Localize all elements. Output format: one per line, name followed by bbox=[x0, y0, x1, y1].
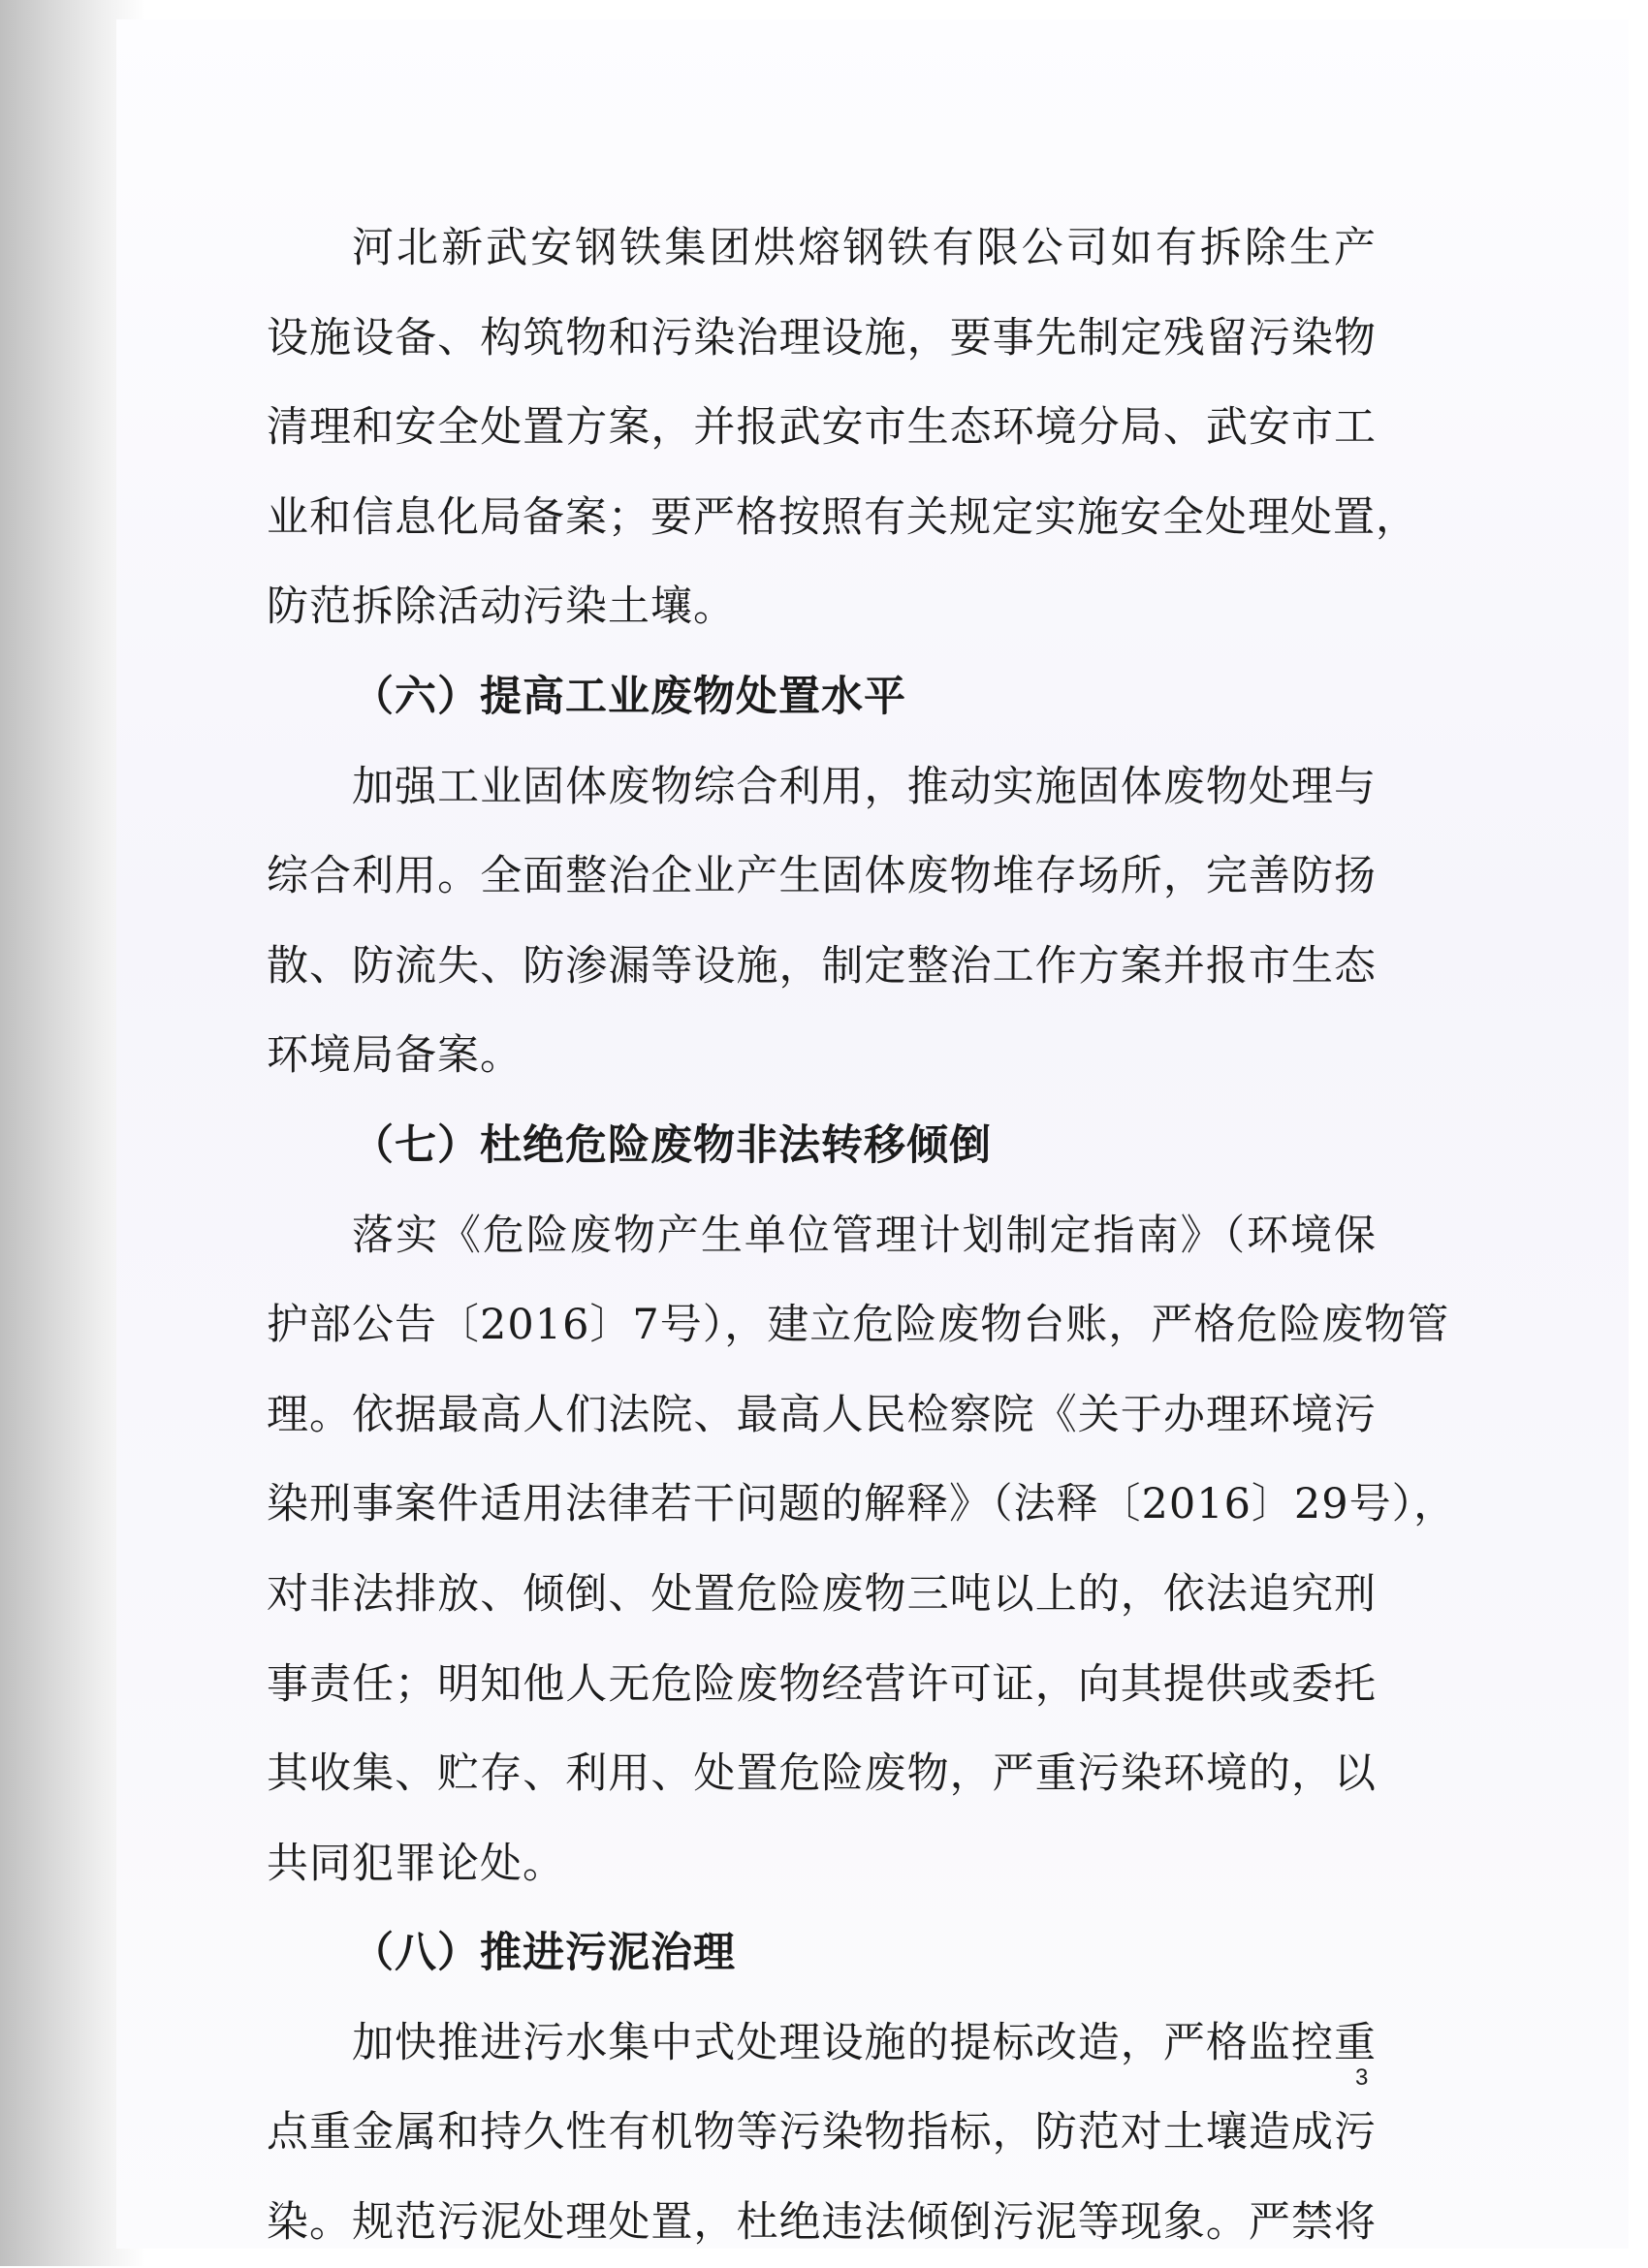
document-body bbox=[267, 204, 1457, 2268]
paragraph-line: 护部公告〔2016〕7号），建立危险废物台账，严格危险废物管 bbox=[267, 1301, 1450, 1350]
paragraph-line: 染刑事案件适用法律若干问题的解释》（法释〔2016〕29号）， bbox=[267, 1480, 1457, 1529]
paragraph-line: 事责任；明知他人无危险废物经营许可证，向其提供或委托 bbox=[267, 1659, 1377, 1709]
paragraph-line: 设施设备、构筑物和污染治理设施，要事先制定残留污染物 bbox=[267, 313, 1377, 362]
paragraph-line: 落实《危险废物产生单位管理计划制定指南》（环境保 bbox=[352, 1211, 1377, 1260]
paragraph-line: 综合利用。全面整治企业产生固体废物堆存场所，完善防扬 bbox=[267, 852, 1377, 901]
paragraph-line: 对非法排放、倾倒、处置危险废物三吨以上的，依法追究刑 bbox=[267, 1569, 1377, 1619]
paragraph-line: 共同犯罪论处。 bbox=[267, 1839, 565, 1888]
paragraph-line: 加强工业固体废物综合利用，推动实施固体废物处理与 bbox=[352, 762, 1377, 811]
paragraph-line: 业和信息化局备案；要严格按照有关规定实施安全处理处置， bbox=[267, 492, 1418, 542]
paragraph-line: 染。规范污泥处理处置，杜绝违法倾倒污泥等现象。严禁将 bbox=[267, 2198, 1377, 2248]
section-heading-8: （八）推进污泥治理 bbox=[352, 1929, 736, 1978]
paragraph-line: 环境局备案。 bbox=[267, 1031, 523, 1081]
paragraph-line: 其收集、贮存、利用、处置危险废物，严重污染环境的，以 bbox=[267, 1749, 1377, 1799]
paragraph-line: 防范拆除活动污染土壤。 bbox=[267, 583, 736, 632]
paragraph-line: 点重金属和持久性有机物等污染物指标，防范对土壤造成污 bbox=[267, 2108, 1377, 2158]
paragraph-line: 理。依据最高人们法院、最高人民检察院《关于办理环境污 bbox=[267, 1390, 1377, 1439]
page-number: 3 bbox=[1355, 2064, 1369, 2091]
section-heading-6: （六）提高工业废物处置水平 bbox=[352, 672, 906, 721]
section-heading-7: （七）杜绝危险废物非法转移倾倒 bbox=[352, 1120, 992, 1170]
paragraph-line: 加快推进污水集中式处理设施的提标改造，严格监控重 bbox=[352, 2018, 1377, 2067]
paragraph-line: 河北新武安钢铁集团烘熔钢铁有限公司如有拆除生产 bbox=[352, 224, 1377, 272]
paragraph-line: 清理和安全处置方案，并报武安市生态环境分局、武安市工 bbox=[267, 403, 1377, 453]
paragraph-line: 散、防流失、防渗漏等设施，制定整治工作方案并报市生态 bbox=[267, 941, 1377, 991]
